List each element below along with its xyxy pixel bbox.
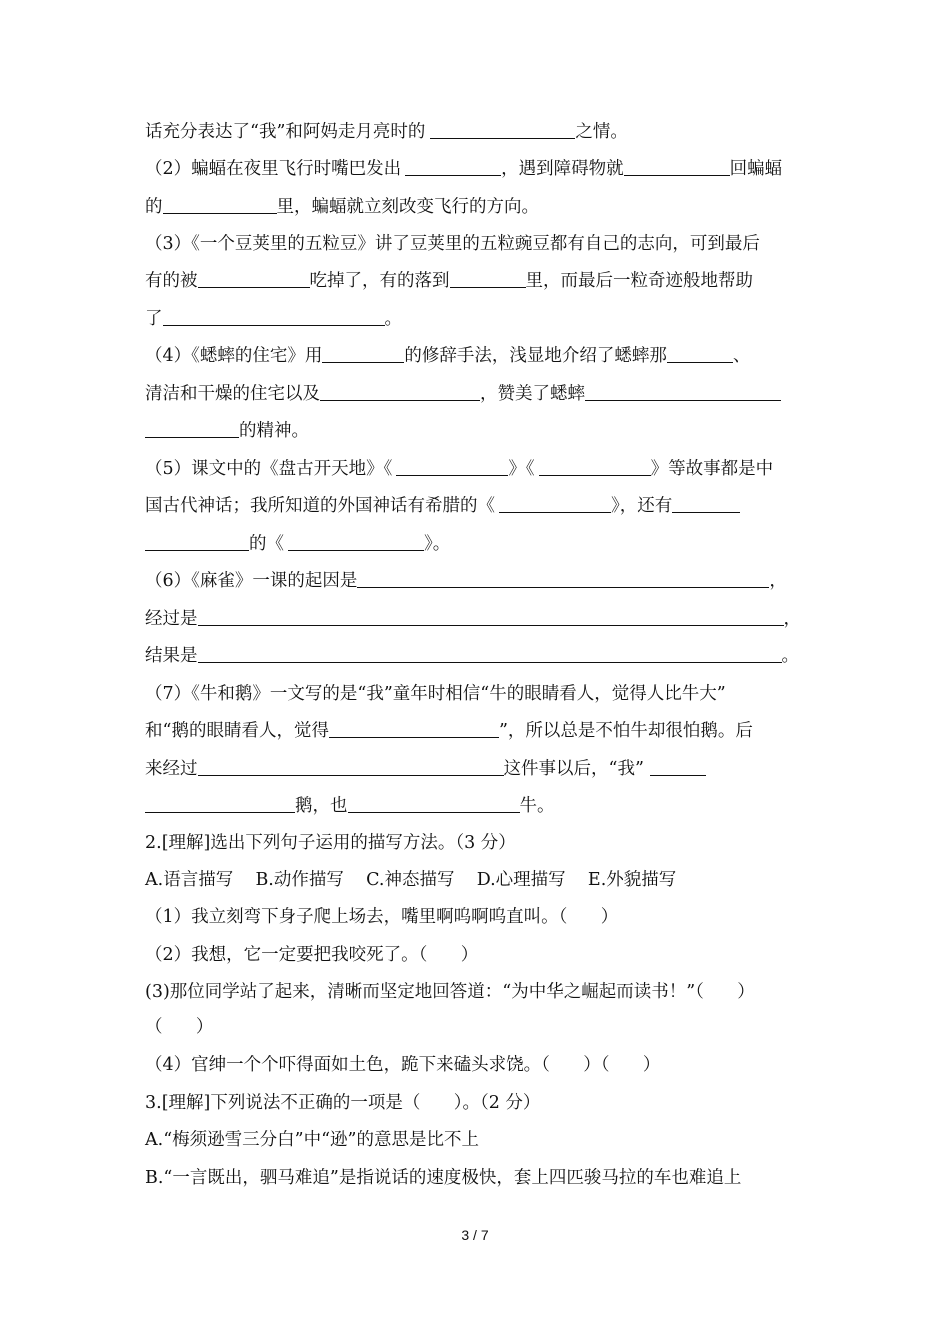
- q1-4-line3: [145, 416, 309, 446]
- text-segment: 了: [145, 309, 163, 329]
- text-segment: 鹅，也: [295, 796, 348, 816]
- answer-blank[interactable]: [320, 380, 480, 401]
- answer-blank[interactable]: [667, 342, 733, 363]
- answer-blank[interactable]: [145, 530, 249, 551]
- text-segment: 的《: [249, 534, 284, 554]
- text-segment: （6）《麻雀》一课的起因是: [145, 571, 358, 591]
- text-segment: ，: [769, 571, 787, 591]
- q1-6-line3: [145, 641, 799, 671]
- q1-3-line3: [145, 304, 402, 334]
- answer-blank[interactable]: [499, 492, 611, 513]
- answer-blank[interactable]: [539, 455, 651, 476]
- text-segment: 》，还有: [611, 496, 673, 516]
- answer-blank[interactable]: [145, 417, 239, 438]
- q1-6-line1: [145, 566, 787, 596]
- text-segment: 国古代神话；我所知道的外国神话有希腊的《: [145, 496, 495, 516]
- q1-cont-line1: [145, 117, 628, 147]
- text-segment: 》。: [424, 534, 451, 554]
- q1-5-line2: [145, 491, 740, 521]
- text-segment: 话充分表达了“我”和阿妈走月亮时的: [145, 122, 426, 142]
- q3-option-b: B.“一言既出，驷马难追”是指说话的速度极快，套上四匹骏马拉的车也难追上: [145, 1168, 742, 1188]
- q3-title: 3.[理解]下列说法不正确的一项是（ ）。（2 分）: [145, 1093, 541, 1113]
- q1-5-line3: [145, 529, 450, 559]
- answer-blank[interactable]: [450, 267, 526, 288]
- answer-blank[interactable]: [163, 305, 385, 326]
- text-segment: ，: [783, 609, 801, 629]
- answer-blank[interactable]: [198, 755, 504, 776]
- text-segment: 和“鹅的眼睛看人，觉得: [145, 721, 329, 741]
- text-segment: （3）《一个豆荚里的五粒豆》讲了豆荚里的五粒豌豆都有自己的志向，可到最后: [145, 234, 760, 254]
- answer-blank[interactable]: [405, 155, 501, 176]
- q2-sentence-2: （2）我想，它一定要把我咬死了。（ ）: [145, 945, 479, 965]
- q2-sentence-1: （1）我立刻弯下身子爬上场去，嘴里啊呜啊呜直叫。（ ）: [145, 907, 619, 927]
- text-segment: 之情。: [575, 122, 628, 142]
- answer-blank[interactable]: [322, 342, 404, 363]
- q1-3-line1: [145, 229, 760, 259]
- answer-blank[interactable]: [396, 455, 508, 476]
- text-segment: 回蝙蝠: [729, 159, 783, 179]
- text-segment: ”，所以总是不怕牛却很怕鹅。后: [498, 721, 753, 741]
- page-number: 3 / 7: [461, 1227, 489, 1243]
- text-segment: 来经过: [145, 759, 198, 779]
- text-segment: 清洁和干燥的住宅以及: [145, 384, 320, 404]
- answer-blank[interactable]: [430, 118, 575, 139]
- q1-5-line1: [145, 454, 773, 484]
- text-segment: 。: [384, 309, 402, 329]
- answer-blank[interactable]: [585, 380, 781, 401]
- text-segment: 这件事以后，“我”: [503, 759, 644, 779]
- answer-blank[interactable]: [672, 492, 740, 513]
- text-segment: 结果是: [145, 646, 198, 666]
- answer-blank[interactable]: [288, 530, 424, 551]
- q1-7-line3: [145, 754, 706, 784]
- text-segment: 。: [781, 646, 799, 666]
- q1-2-line2: [145, 192, 539, 222]
- text-segment: 里，而最后一粒奇迹般地帮助: [525, 271, 753, 291]
- q2-title: 2.[理解]选出下列句子运用的描写方法。（3 分）: [145, 833, 516, 853]
- answer-blank[interactable]: [624, 155, 730, 176]
- answer-blank[interactable]: [329, 717, 499, 738]
- q1-7-line2: [145, 716, 753, 746]
- text-segment: ，遇到障碍物就: [501, 159, 624, 179]
- text-segment: 》等故事都是中: [650, 459, 774, 479]
- q2-options: A.语言描写 B.动作描写 C.神态描写 D.心理描写 E.外貌描写: [145, 870, 677, 890]
- q1-4-line2: [145, 379, 781, 409]
- q1-7-line4: [145, 791, 555, 821]
- answer-blank[interactable]: [198, 605, 784, 626]
- answer-blank[interactable]: [357, 567, 769, 588]
- text-segment: 的: [145, 197, 163, 217]
- answer-blank[interactable]: [650, 755, 706, 776]
- answer-blank[interactable]: [145, 792, 295, 813]
- text-segment: 吃掉了，有的落到: [309, 271, 450, 291]
- q3-option-a: A.“梅须逊雪三分白”中“逊”的意思是比不上: [145, 1130, 479, 1150]
- text-segment: 有的被: [145, 271, 198, 291]
- answer-blank[interactable]: [198, 267, 310, 288]
- text-segment: （5）课文中的《盘古开天地》《: [145, 459, 393, 479]
- text-segment: 的精神。: [239, 421, 309, 441]
- text-segment: 牛。: [519, 796, 555, 816]
- text-segment: （7）《牛和鹅》一文写的是“我”童年时相信“牛的眼睛看人，觉得人比牛大”: [145, 684, 726, 704]
- answer-blank[interactable]: [198, 642, 782, 663]
- text-segment: 、: [732, 346, 751, 366]
- text-segment: 》《: [508, 459, 535, 479]
- text-segment: 经过是: [145, 609, 198, 629]
- q1-7-line1: [145, 679, 726, 709]
- answer-blank[interactable]: [348, 792, 520, 813]
- q1-6-line2: [145, 604, 801, 634]
- q2-sentence-3: (3)那位同学站了起来，清晰而坚定地回答道：“为中华之崛起而读书！”（ ）: [145, 982, 755, 1002]
- text-segment: （2）蝙蝠在夜里飞行时嘴巴发出: [145, 159, 402, 179]
- text-segment: （4）《蟋蟀的住宅》用: [145, 346, 323, 366]
- q2-sentence-4: （4）官绅一个个吓得面如土色，跪下来磕头求饶。（ ）（ ）: [145, 1055, 661, 1075]
- text-segment: ，赞美了蟋蟀: [480, 384, 585, 404]
- text-segment: 里，蝙蝠就立刻改变飞行的方向。: [276, 197, 539, 217]
- text-segment: 的修辞手法，浅显地介绍了蟋蟀那: [404, 346, 667, 366]
- q1-4-line1: [145, 341, 750, 371]
- q2-sentence-3-extra: （ ）: [145, 1017, 214, 1037]
- answer-blank[interactable]: [163, 193, 277, 214]
- q1-3-line2: [145, 266, 753, 296]
- q1-2-line1: [145, 154, 782, 184]
